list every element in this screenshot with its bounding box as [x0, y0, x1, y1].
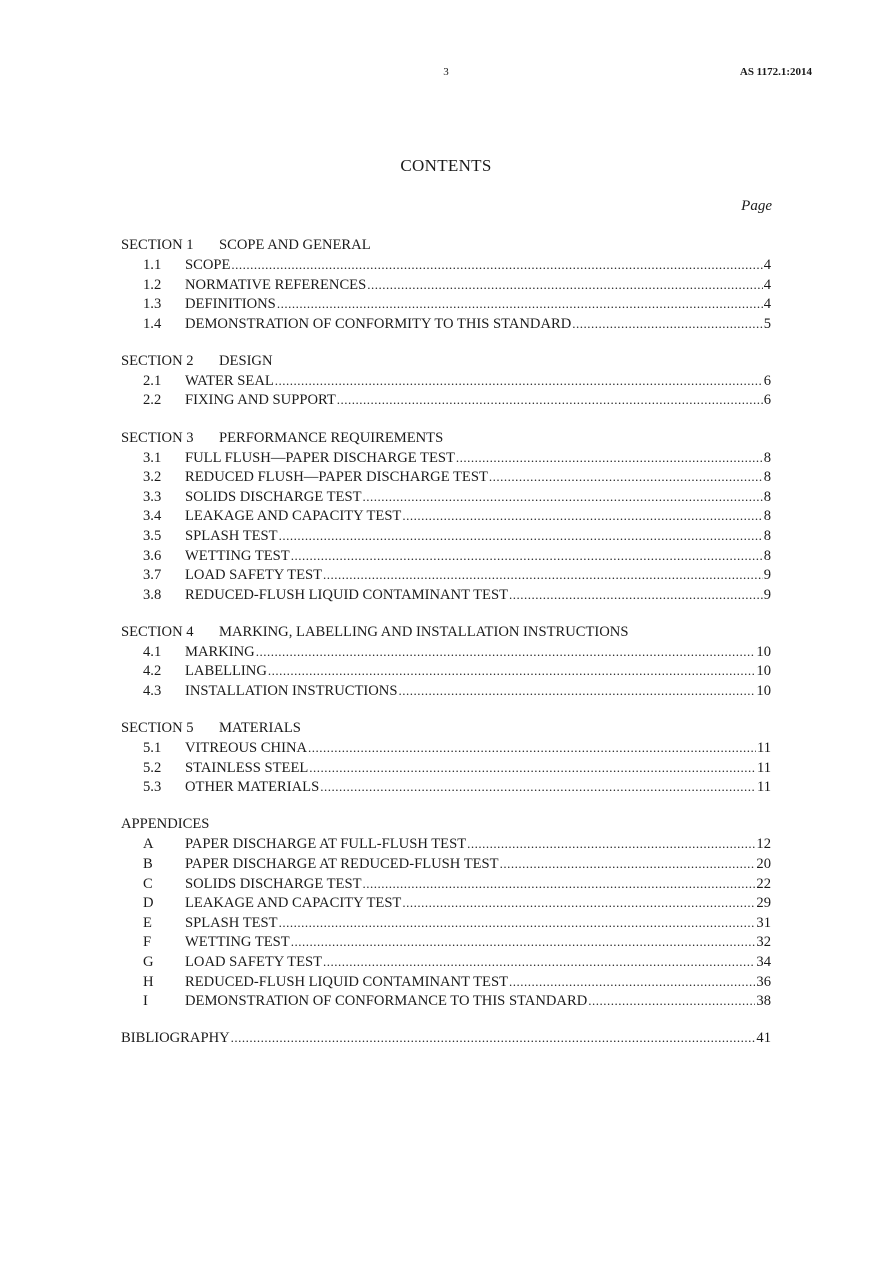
toc-entry-page: 11: [756, 759, 771, 776]
dot-leader: [279, 913, 756, 934]
toc-entry-title: PAPER DISCHARGE AT REDUCED-FLUSH TEST: [185, 855, 499, 872]
section-heading[interactable]: [121, 235, 771, 255]
toc-entry-title: LEAKAGE AND CAPACITY TEST: [185, 895, 402, 912]
toc-entry-title: DEMONSTRATION OF CONFORMANCE TO THIS STANDARD: [185, 993, 588, 1010]
dot-leader: [320, 777, 756, 798]
section-title: PERFORMANCE REQUIREMENTS: [219, 429, 444, 446]
toc-entry[interactable]: [121, 991, 771, 1011]
toc-entry-page: 10: [756, 683, 771, 699]
toc-entry[interactable]: [121, 390, 771, 410]
toc-entry-number: 1.3: [143, 296, 162, 313]
dot-leader: [268, 661, 756, 682]
toc-entry-number: 3.3: [143, 488, 162, 505]
toc-entry-number: C: [143, 875, 153, 892]
toc-entry-title: SPLASH TEST: [185, 527, 278, 544]
toc-entry-page: 4: [763, 276, 771, 293]
toc-entry[interactable]: [121, 738, 771, 758]
toc-entry[interactable]: [121, 275, 771, 295]
dot-leader: [456, 448, 763, 469]
toc-entry-page: 8: [763, 527, 771, 544]
toc-entry-title: INSTALLATION INSTRUCTIONS: [185, 683, 398, 699]
toc-entry-title: MARKING: [185, 643, 255, 660]
toc-entry[interactable]: [121, 526, 771, 546]
dot-leader: [367, 275, 762, 296]
toc-entry-page: 8: [763, 449, 771, 466]
section-label: APPENDICES: [121, 816, 210, 833]
toc-entry-page: 11: [756, 740, 771, 757]
toc-entry[interactable]: [121, 913, 771, 933]
toc-entry-number: 3.1: [143, 449, 162, 466]
toc-entry-title: DEFINITIONS: [185, 296, 276, 313]
dot-leader: [398, 681, 755, 702]
toc-entry-title: SCOPE: [185, 257, 231, 273]
toc-entry-number: A: [143, 836, 154, 853]
toc-entry[interactable]: [121, 371, 771, 391]
toc-entry-number: 2.1: [143, 372, 162, 389]
bibliography-entry[interactable]: [121, 1028, 771, 1048]
section-label: SECTION 4: [121, 623, 194, 640]
toc-entry-number: 5.3: [143, 779, 162, 796]
toc-entry-title: WATER SEAL: [185, 372, 274, 389]
dot-leader: [588, 991, 755, 1012]
toc-entry-number: 5.2: [143, 759, 162, 776]
toc-entry-page: 22: [756, 875, 771, 892]
toc-entry-page: 6: [763, 392, 771, 409]
toc-entry-title: FULL FLUSH—PAPER DISCHARGE TEST: [185, 449, 455, 466]
dot-leader: [291, 546, 763, 567]
dot-leader: [402, 893, 755, 914]
toc-entry[interactable]: [121, 506, 771, 526]
dot-leader: [489, 467, 763, 488]
section-spacer: [121, 797, 771, 815]
toc-entry[interactable]: [121, 758, 771, 778]
dot-leader: [500, 854, 756, 875]
toc-entry-title: VITREOUS CHINA: [185, 740, 308, 757]
section-title: MATERIALS: [219, 720, 301, 737]
toc-entry[interactable]: [121, 681, 771, 701]
toc-entry-page: 10: [756, 643, 771, 660]
toc-entry-title: FIXING AND SUPPORT: [185, 392, 336, 409]
dot-leader: [275, 371, 763, 392]
toc-entry-number: 1.2: [143, 276, 162, 293]
toc-entry-number: H: [143, 973, 154, 990]
toc-entry-page: 5: [763, 315, 771, 332]
toc-entry-page: 36: [756, 973, 771, 990]
dot-leader: [323, 565, 763, 586]
toc-entry[interactable]: [121, 487, 771, 507]
dot-leader: [509, 972, 755, 993]
table-of-contents: [121, 235, 771, 1048]
toc-entry-page: 34: [756, 953, 771, 970]
dot-leader: [279, 526, 763, 547]
section-heading[interactable]: [121, 622, 771, 642]
section-heading[interactable]: [121, 814, 771, 834]
section-title: MARKING, LABELLING AND INSTALLATION INSTRUCTIONS: [219, 623, 629, 640]
toc-entry-number: 3.8: [143, 586, 162, 603]
toc-entry[interactable]: [121, 467, 771, 487]
toc-entry-title: REDUCED-FLUSH LIQUID CONTAMINANT TEST: [185, 586, 508, 603]
toc-entry-title: NORMATIVE REFERENCES: [185, 276, 367, 293]
toc-entry-number: 5.1: [143, 740, 162, 757]
section-title: DESIGN: [219, 352, 273, 369]
toc-entry-page: 8: [763, 508, 771, 525]
toc-entry-title: SOLIDS DISCHARGE TEST: [185, 488, 362, 505]
toc-entry-page: 4: [763, 296, 771, 313]
section-spacer: [121, 604, 771, 622]
toc-entry[interactable]: [121, 546, 771, 566]
dot-leader: [291, 932, 756, 953]
toc-entry[interactable]: [121, 642, 771, 662]
section-heading[interactable]: [121, 428, 771, 448]
toc-entry-number: 3.2: [143, 469, 162, 486]
toc-entry-page: 10: [756, 663, 771, 680]
section-spacer: [121, 333, 771, 351]
toc-entry-title: REDUCED FLUSH—PAPER DISCHARGE TEST: [185, 469, 488, 486]
dot-leader: [572, 314, 762, 335]
toc-entry-number: F: [143, 934, 152, 951]
page-number: 3: [443, 66, 449, 78]
toc-entry-number: 4.3: [143, 683, 162, 699]
toc-entry[interactable]: [121, 893, 771, 913]
section-spacer: [121, 701, 771, 719]
section-label: SECTION 5: [121, 720, 194, 737]
toc-entry-title: WETTING TEST: [185, 934, 290, 951]
toc-entry-number: I: [143, 993, 148, 1010]
bibliography-title: BIBLIOGRAPHY: [121, 1030, 230, 1047]
toc-entry-page: 8: [763, 547, 771, 564]
page-column-label: Page: [741, 198, 772, 214]
toc-entry[interactable]: [121, 874, 771, 894]
toc-entry-title: LOAD SAFETY TEST: [185, 953, 323, 970]
dot-leader: [231, 1028, 756, 1048]
toc-entry-number: 3.7: [143, 567, 162, 584]
bibliography-page: 41: [756, 1030, 771, 1047]
toc-entry[interactable]: [121, 255, 771, 275]
toc-entry[interactable]: [121, 314, 771, 334]
toc-entry-number: 3.6: [143, 547, 162, 564]
toc-entry-page: 9: [763, 567, 771, 584]
toc-entry-number: 1.4: [143, 315, 162, 332]
toc-entry[interactable]: [121, 972, 771, 992]
dot-leader: [363, 487, 763, 508]
toc-entry-number: G: [143, 953, 154, 970]
dot-leader: [402, 506, 762, 527]
toc-entry-page: 8: [763, 469, 771, 486]
toc-entry[interactable]: [121, 448, 771, 468]
section-heading[interactable]: [121, 718, 771, 738]
toc-entry-title: STAINLESS STEEL: [185, 759, 309, 776]
toc-entry-title: PAPER DISCHARGE AT FULL-FLUSH TEST: [185, 836, 467, 853]
section-heading[interactable]: [121, 351, 771, 371]
dot-leader: [363, 874, 756, 895]
toc-entry-page: 12: [756, 836, 771, 853]
toc-entry-page: 4: [763, 257, 771, 273]
toc-entry-number: D: [143, 895, 154, 912]
toc-entry-page: 32: [756, 934, 771, 951]
dot-leader: [231, 255, 762, 276]
toc-entry-number: 4.1: [143, 643, 162, 660]
toc-entry-number: 3.4: [143, 508, 162, 525]
standard-reference: AS 1172.1:2014: [739, 66, 812, 78]
toc-entry-title: REDUCED-FLUSH LIQUID CONTAMINANT TEST: [185, 973, 508, 990]
toc-entry-title: SOLIDS DISCHARGE TEST: [185, 875, 362, 892]
dot-leader: [277, 294, 763, 315]
toc-entry-number: E: [143, 914, 152, 931]
dot-leader: [509, 585, 763, 606]
toc-entry-number: 3.5: [143, 527, 162, 544]
toc-entry-number: B: [143, 855, 153, 872]
toc-entry-page: 38: [756, 993, 771, 1010]
section-label: SECTION 2: [121, 352, 194, 369]
toc-entry[interactable]: [121, 585, 771, 605]
toc-entry-title: WETTING TEST: [185, 547, 290, 564]
toc-entry-page: 31: [756, 914, 771, 931]
dot-leader: [309, 758, 756, 779]
toc-entry[interactable]: [121, 777, 771, 797]
toc-entry[interactable]: [121, 565, 771, 585]
toc-entry-page: 6: [763, 372, 771, 389]
page-title: CONTENTS: [400, 156, 492, 175]
toc-entry-number: 2.2: [143, 392, 162, 409]
toc-entry-title: LABELLING: [185, 663, 267, 680]
dot-leader: [308, 738, 756, 759]
toc-entry-title: SPLASH TEST: [185, 914, 278, 931]
toc-entry-page: 29: [756, 895, 771, 912]
toc-entry[interactable]: [121, 854, 771, 874]
toc-entry-page: 11: [756, 779, 771, 796]
toc-entry[interactable]: [121, 932, 771, 952]
toc-entry[interactable]: [121, 294, 771, 314]
toc-entry[interactable]: [121, 952, 771, 972]
dot-leader: [337, 390, 763, 411]
section-spacer: [121, 1011, 771, 1029]
section-label: SECTION 3: [121, 429, 194, 446]
toc-entry-number: 4.2: [143, 663, 162, 680]
section-label: SECTION 1: [121, 237, 194, 253]
toc-entry-title: DEMONSTRATION OF CONFORMITY TO THIS STANDARD: [185, 315, 572, 332]
toc-entry[interactable]: [121, 661, 771, 681]
section-title: SCOPE AND GENERAL: [219, 237, 371, 253]
dot-leader: [256, 642, 756, 663]
toc-entry-page: 20: [756, 855, 771, 872]
toc-entry-title: LEAKAGE AND CAPACITY TEST: [185, 508, 402, 525]
toc-entry-page: 9: [763, 586, 771, 603]
dot-leader: [323, 952, 755, 973]
toc-entry-title: LOAD SAFETY TEST: [185, 567, 323, 584]
toc-entry[interactable]: [121, 834, 771, 854]
toc-entry-title: OTHER MATERIALS: [185, 779, 320, 796]
toc-entry-page: 8: [763, 488, 771, 505]
dot-leader: [467, 834, 755, 855]
section-spacer: [121, 410, 771, 428]
toc-entry-number: 1.1: [143, 257, 162, 273]
